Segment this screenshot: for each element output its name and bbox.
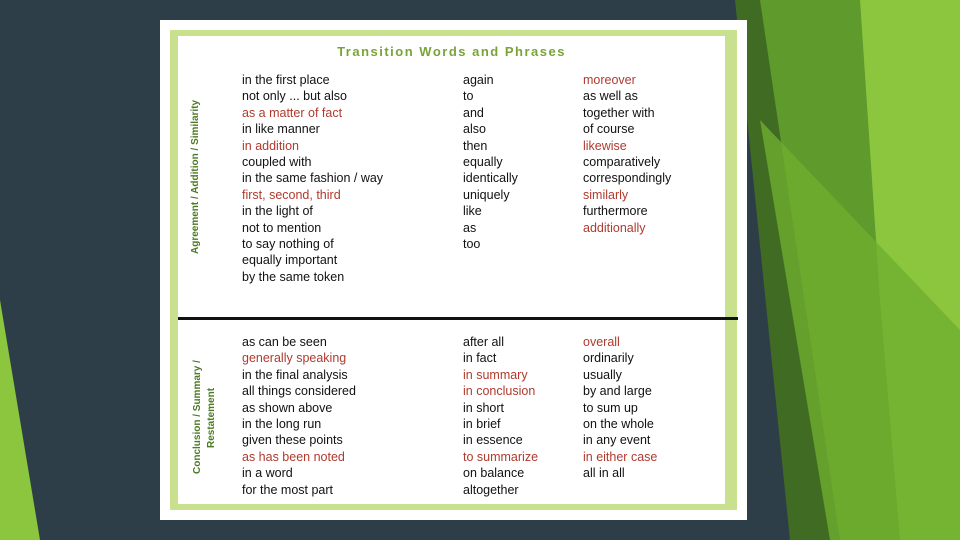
conclusion-column-2 bbox=[463, 334, 538, 498]
transition-phrase: identically bbox=[463, 171, 518, 186]
transition-phrase: given these points bbox=[242, 433, 343, 448]
transition-phrase: to say nothing of bbox=[242, 237, 334, 252]
transition-phrase: of course bbox=[583, 122, 635, 137]
document-border bbox=[170, 30, 737, 510]
transition-phrase: for the most part bbox=[242, 482, 334, 497]
transition-phrase: in the first place bbox=[242, 73, 330, 87]
document-page bbox=[178, 36, 725, 504]
transition-phrase: generally speaking bbox=[242, 351, 347, 366]
transition-phrase: as has been noted bbox=[242, 449, 345, 464]
transition-phrase: in the final analysis bbox=[242, 367, 348, 382]
agreement-column-3 bbox=[583, 72, 671, 236]
transition-phrase: again bbox=[463, 73, 494, 87]
transition-phrase: in any event bbox=[583, 433, 651, 448]
transition-phrase: in a word bbox=[242, 466, 293, 481]
transition-phrase: in like manner bbox=[242, 122, 320, 137]
transition-phrase: first, second, third bbox=[242, 187, 341, 202]
transition-phrase: similarly bbox=[583, 187, 629, 202]
transition-phrase: comparatively bbox=[583, 155, 661, 170]
transition-phrase: as a matter of fact bbox=[242, 105, 343, 120]
transition-phrase: as shown above bbox=[242, 400, 333, 415]
transition-phrase: overall bbox=[583, 335, 620, 349]
transition-phrase: too bbox=[463, 237, 481, 252]
transition-phrase: additionally bbox=[583, 220, 646, 235]
transition-phrase: in addition bbox=[242, 138, 299, 153]
transition-phrase: equally important bbox=[242, 253, 338, 268]
section-divider bbox=[178, 317, 738, 320]
transition-phrase: together with bbox=[583, 105, 655, 120]
transition-phrase: in the light of bbox=[242, 204, 313, 219]
transition-phrase: moreover bbox=[583, 73, 636, 87]
conclusion-column-1 bbox=[242, 334, 356, 498]
transition-phrase: as well as bbox=[583, 89, 638, 104]
transition-phrase: to bbox=[463, 89, 474, 104]
transition-phrase: in brief bbox=[463, 417, 501, 432]
transition-phrase: and bbox=[463, 105, 484, 120]
transition-phrase: to sum up bbox=[583, 400, 638, 415]
transition-phrase: in the long run bbox=[242, 417, 322, 432]
section-label-conclusion-line2: Restatement bbox=[206, 387, 217, 448]
transition-phrase: on balance bbox=[463, 466, 525, 481]
transition-phrase: ordinarily bbox=[583, 351, 634, 366]
section-label-agreement: Agreement / Addition / Similarity bbox=[190, 99, 201, 254]
transition-phrase: as can be seen bbox=[242, 335, 327, 349]
transition-phrase: in fact bbox=[463, 351, 497, 366]
transition-phrase: usually bbox=[583, 367, 622, 382]
agreement-column-1 bbox=[242, 72, 383, 285]
transition-phrase: not to mention bbox=[242, 220, 322, 235]
transition-phrase: in the same fashion / way bbox=[242, 171, 384, 186]
transition-phrase: equally bbox=[463, 155, 503, 170]
transition-phrase: altogether bbox=[463, 482, 519, 497]
transition-phrase: to summarize bbox=[463, 449, 539, 464]
transition-phrase: by the same token bbox=[242, 269, 345, 284]
transition-phrase: likewise bbox=[583, 138, 627, 153]
transition-phrase: not only ... but also bbox=[242, 89, 347, 104]
conclusion-column-3 bbox=[583, 334, 657, 482]
transition-phrase: on the whole bbox=[583, 417, 654, 432]
transition-phrase: then bbox=[463, 138, 488, 153]
page-title: Transition Words and Phrases bbox=[337, 44, 566, 59]
transition-phrase: in conclusion bbox=[463, 384, 536, 399]
transition-phrase: uniquely bbox=[463, 187, 510, 202]
transition-phrase: furthermore bbox=[583, 204, 648, 219]
transition-phrase: by and large bbox=[583, 384, 652, 399]
transition-phrase: also bbox=[463, 122, 486, 137]
transition-phrase: in summary bbox=[463, 367, 528, 382]
agreement-column-2 bbox=[463, 72, 518, 252]
transition-phrase: in either case bbox=[583, 449, 658, 464]
document-frame bbox=[160, 20, 747, 520]
transition-phrase: coupled with bbox=[242, 155, 312, 170]
transition-phrase: in essence bbox=[463, 433, 523, 448]
transition-phrase: correspondingly bbox=[583, 171, 672, 186]
transition-phrase: as bbox=[463, 220, 477, 235]
section-label-conclusion-line1: Conclusion / Summary / bbox=[192, 360, 203, 474]
transition-phrase: in short bbox=[463, 400, 504, 415]
transition-phrase: like bbox=[463, 204, 482, 219]
transition-phrase: all in all bbox=[583, 466, 625, 481]
transition-phrase: after all bbox=[463, 335, 504, 349]
transition-phrase: all things considered bbox=[242, 384, 356, 399]
